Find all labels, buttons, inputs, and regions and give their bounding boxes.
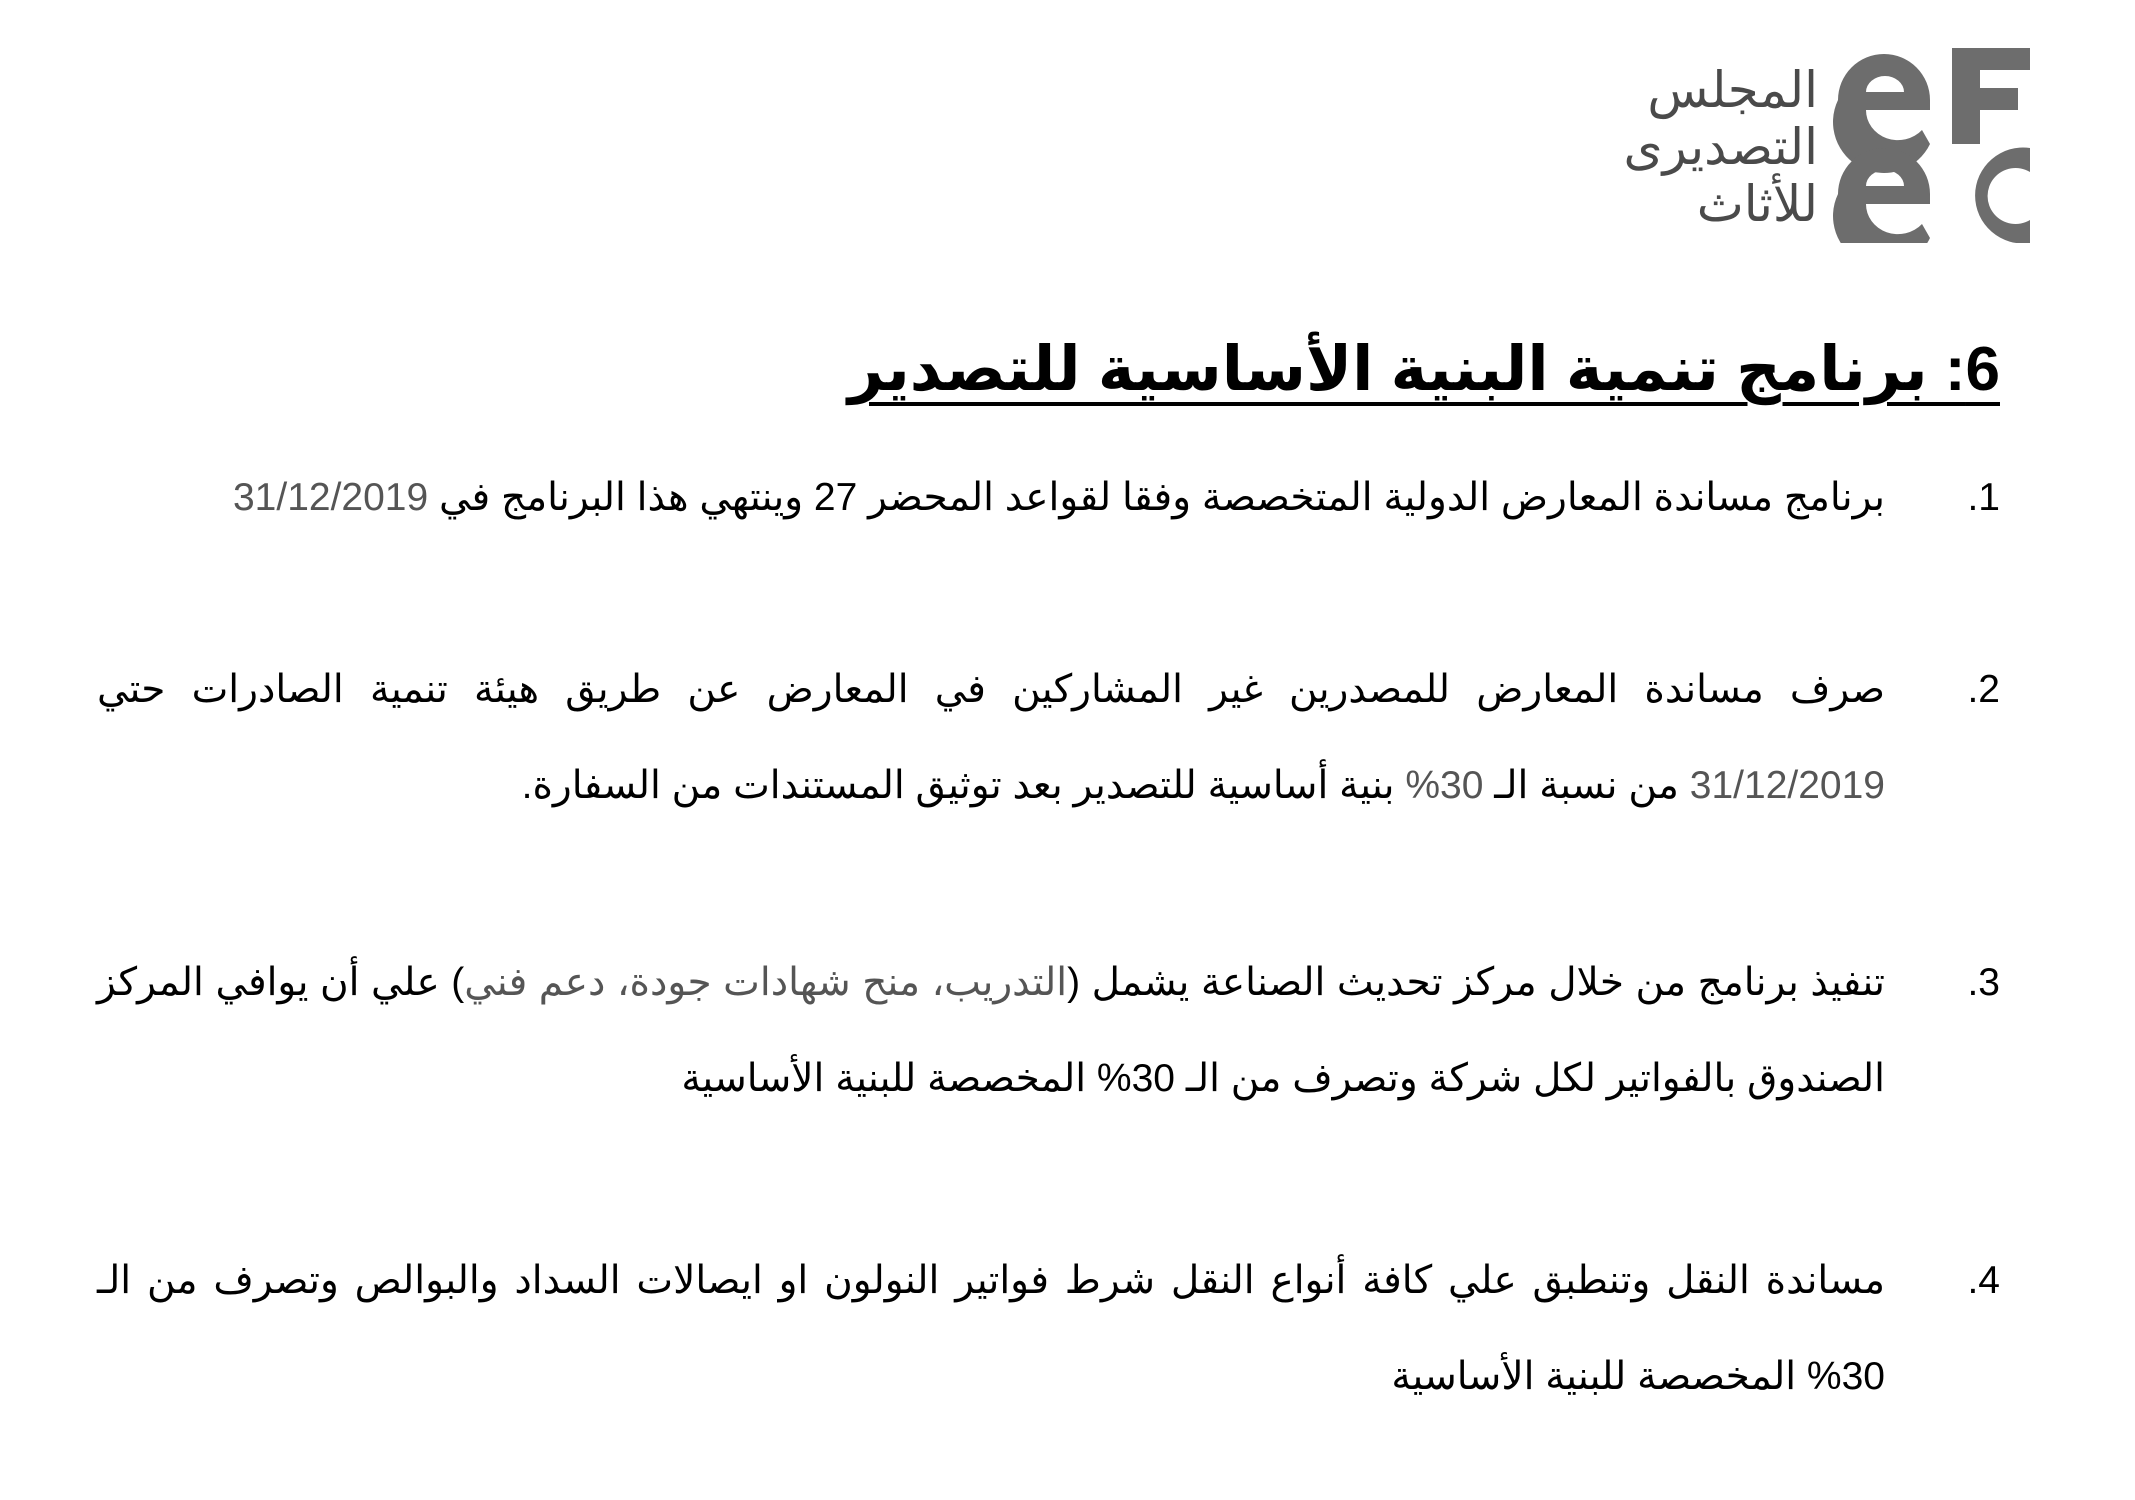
item-3-text-c: المخصصة للبنية الأساسية [681,1057,1087,1100]
list-item-number: 1. [1967,476,2000,519]
list-item-2 [97,642,2000,834]
item-1-text-a: برنامج مساندة المعارض الدولية المتخصصة وفقا لقواعد المحضر [868,476,1885,519]
item-2-text-c: بنية أساسية للتصدير بعد توثيق المستندات من السفارة. [521,764,1395,807]
page-title: 6: برنامج تنمية البنية الأساسية للتصدير [847,335,2000,404]
item-4-text-b: المخصصة للبنية الأساسية [1391,1355,1797,1398]
list-item-1 [97,450,2000,546]
list-item-text [97,1233,1885,1425]
item-2-text-b: من نسبة الـ [1494,764,1679,807]
logo-wordmark [1558,62,1818,233]
list-item-number: 3. [1967,961,2000,1004]
list-item-number: 2. [1967,668,2000,711]
list-item-text [97,935,1885,1127]
item-3-highlight: التدريب، منح شهادات جودة، دعم فني [464,961,1068,1004]
efec-logo-icon [1830,48,2030,243]
item-4-text-a: مساندة النقل وتنطبق علي كافة أنواع النقل شرط فواتير النولون او ايصالات السداد والبوالص وتصرف من الـ [97,1259,1885,1302]
logo-line-2: التصديرى [1623,118,1818,176]
logo-line-1: المجلس [1647,61,1818,119]
list-item-number: 4. [1967,1259,2000,1302]
list-item-text [97,642,1885,834]
item-4-percent: 30% [1806,1355,1885,1398]
list-item-4 [97,1233,2000,1425]
item-2-date: 31/12/2019 [1689,764,1885,807]
item-3-text-a: تنفيذ برنامج من خلال مركز تحديث الصناعة يشمل ( [1067,961,1885,1004]
item-2-percent: 30% [1405,764,1484,807]
item-1-number: 27 [813,476,858,519]
item-3-percent: 30% [1096,1057,1175,1100]
item-1-text-b: وينتهي هذا البرنامج في [439,476,804,519]
list-item-3 [97,935,2000,1127]
list-item-text [97,450,1885,546]
item-1-date: 31/12/2019 [232,476,429,519]
item-3-text-b: ) علي أن يوافي المركز الصندوق بالفواتير لكل شركة وتصرف من الـ [97,961,1885,1100]
logo-line-3: للأثاث [1696,175,1818,233]
item-2-text-a: صرف مساندة المعارض للمصدرين غير المشاركين في المعارض عن طريق هيئة تنمية الصادرات حتي [97,668,1885,711]
organization-logo [1560,48,2030,243]
logo-mark-shapes [1833,48,2030,243]
